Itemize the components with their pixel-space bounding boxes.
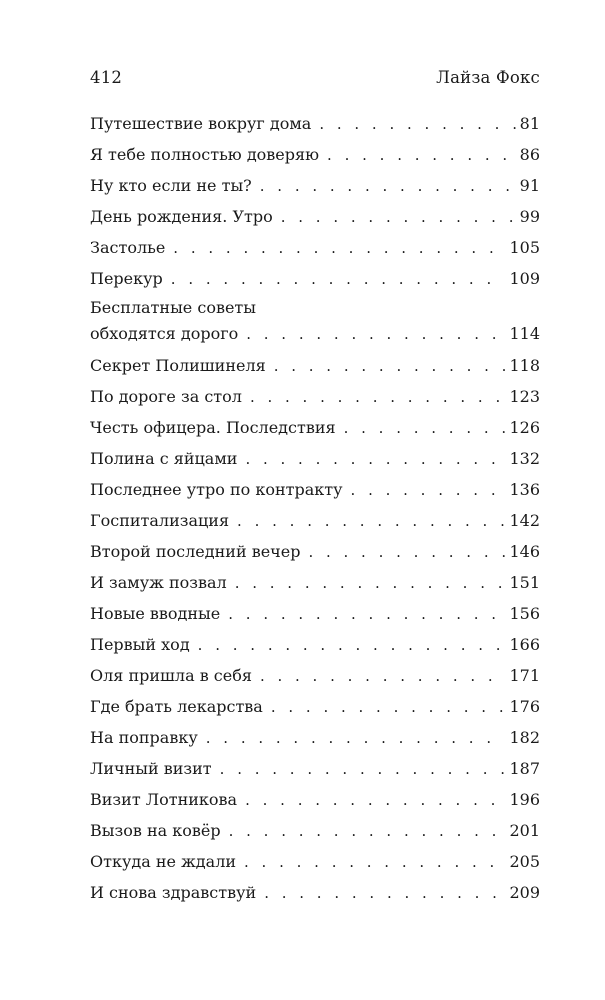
toc-entry xyxy=(90,815,540,846)
toc-entry xyxy=(90,443,540,474)
dot-leader xyxy=(229,815,506,847)
toc-entry-page: 201 xyxy=(509,821,540,840)
dot-leader xyxy=(271,691,506,723)
dot-leader xyxy=(319,108,515,140)
toc-entry-title: Первый ход xyxy=(90,635,190,654)
toc-entry-title: Личный визит xyxy=(90,759,212,778)
toc-entry-page: 91 xyxy=(519,176,540,195)
toc-entry-page: 132 xyxy=(509,449,540,468)
toc-entry-title: День рождения. Утро xyxy=(90,207,273,226)
toc-entry xyxy=(90,263,540,294)
toc-entry-page: 109 xyxy=(509,269,540,288)
dot-leader xyxy=(260,660,506,692)
toc-entry-title: Оля пришла в себя xyxy=(90,666,252,685)
dot-leader xyxy=(244,846,505,878)
toc-entry-title: Честь офицера. Последствия xyxy=(90,418,336,437)
dot-leader xyxy=(250,381,506,413)
running-head xyxy=(90,68,540,87)
dot-leader xyxy=(308,536,505,568)
toc-entry-page: 105 xyxy=(509,238,540,257)
toc-entry-page: 142 xyxy=(509,511,540,530)
toc-entry xyxy=(90,139,540,170)
dot-leader xyxy=(260,170,516,202)
toc-entry xyxy=(90,170,540,201)
toc-entry xyxy=(90,412,540,443)
toc-entry-page: 176 xyxy=(509,697,540,716)
dot-leader xyxy=(274,350,506,382)
toc-entry-page: 209 xyxy=(509,883,540,902)
dot-leader xyxy=(264,877,505,909)
toc-entry xyxy=(90,598,540,629)
toc-entry-page: 81 xyxy=(519,114,540,133)
toc-entry xyxy=(90,629,540,660)
toc-entry xyxy=(90,567,540,598)
toc-entry xyxy=(90,753,540,784)
toc-entry-page: 136 xyxy=(509,480,540,499)
toc-entry-page: 118 xyxy=(509,356,540,375)
toc-entry xyxy=(90,201,540,232)
toc-entry-page: 205 xyxy=(509,852,540,871)
toc-entry-title: Откуда не ждали xyxy=(90,852,237,871)
dot-leader xyxy=(245,443,505,475)
toc-entry-page: 126 xyxy=(509,418,540,437)
dot-leader xyxy=(327,139,516,171)
dot-leader xyxy=(173,232,505,264)
toc-entry-title: Визит Лотникова xyxy=(90,790,238,809)
dot-leader xyxy=(237,505,505,537)
dot-leader xyxy=(344,412,506,444)
toc-entry-page: 171 xyxy=(509,666,540,685)
toc-entry-title: И снова здравствуй xyxy=(90,883,257,902)
toc-entry-page: 156 xyxy=(509,604,540,623)
toc-entry xyxy=(90,232,540,263)
toc-entry xyxy=(90,474,540,505)
page-number: 412 xyxy=(90,68,123,87)
dot-leader xyxy=(228,598,505,630)
toc-entry-title: Перекур xyxy=(90,269,163,288)
toc-entry xyxy=(90,108,540,139)
toc-entry-title: обходятся дорого xyxy=(90,324,239,343)
toc-entry-page: 196 xyxy=(509,790,540,809)
toc-entry-title: На поправку xyxy=(90,728,198,747)
table-of-contents xyxy=(90,108,540,908)
dot-leader xyxy=(220,753,506,785)
author-name: Лайза Фокс xyxy=(436,68,540,87)
toc-entry-page: 114 xyxy=(509,324,540,343)
toc-entry xyxy=(90,536,540,567)
toc-entry-title: Второй последний вечер xyxy=(90,542,301,561)
toc-entry-page: 86 xyxy=(519,145,540,164)
toc-entry xyxy=(90,877,540,908)
toc-entry xyxy=(90,350,540,381)
toc-entry xyxy=(90,660,540,691)
toc-entry xyxy=(90,296,540,350)
toc-entry xyxy=(90,722,540,753)
dot-leader xyxy=(235,567,506,599)
toc-entry-title: Ну кто если не ты? xyxy=(90,176,252,195)
toc-entry xyxy=(90,846,540,877)
dot-leader xyxy=(351,474,506,506)
toc-entry-title: Где брать лекарства xyxy=(90,697,263,716)
toc-entry xyxy=(90,381,540,412)
toc-entry-title-line1: Бесплатные советы xyxy=(90,298,257,317)
toc-entry-page: 99 xyxy=(519,207,540,226)
toc-entry-page: 146 xyxy=(509,542,540,561)
dot-leader xyxy=(246,319,505,349)
toc-entry xyxy=(90,505,540,536)
toc-entry-page: 187 xyxy=(509,759,540,778)
dot-leader xyxy=(245,784,505,816)
toc-entry-title: Новые вводные xyxy=(90,604,221,623)
toc-entry xyxy=(90,691,540,722)
toc-entry-title: Секрет Полишинеля xyxy=(90,356,266,375)
toc-entry-page: 182 xyxy=(509,728,540,747)
toc-entry-title: Госпитализация xyxy=(90,511,230,530)
dot-leader xyxy=(171,263,506,295)
toc-entry-title: Застолье xyxy=(90,238,166,257)
dot-leader xyxy=(198,629,506,661)
toc-entry-page: 123 xyxy=(509,387,540,406)
toc-entry-page: 151 xyxy=(509,573,540,592)
toc-entry-title: Последнее утро по контракту xyxy=(90,480,343,499)
toc-entry-title: И замуж позвал xyxy=(90,573,227,592)
dot-leader xyxy=(206,722,506,754)
toc-entry-page: 166 xyxy=(509,635,540,654)
dot-leader xyxy=(281,201,516,233)
toc-entry-title: Вызов на ковёр xyxy=(90,821,221,840)
toc-entry-title: Путешествие вокруг дома xyxy=(90,114,312,133)
toc-entry xyxy=(90,784,540,815)
toc-entry-title: Полина с яйцами xyxy=(90,449,238,468)
toc-entry-title: Я тебе полностью доверяю xyxy=(90,145,320,164)
toc-entry-title: По дороге за стол xyxy=(90,387,242,406)
